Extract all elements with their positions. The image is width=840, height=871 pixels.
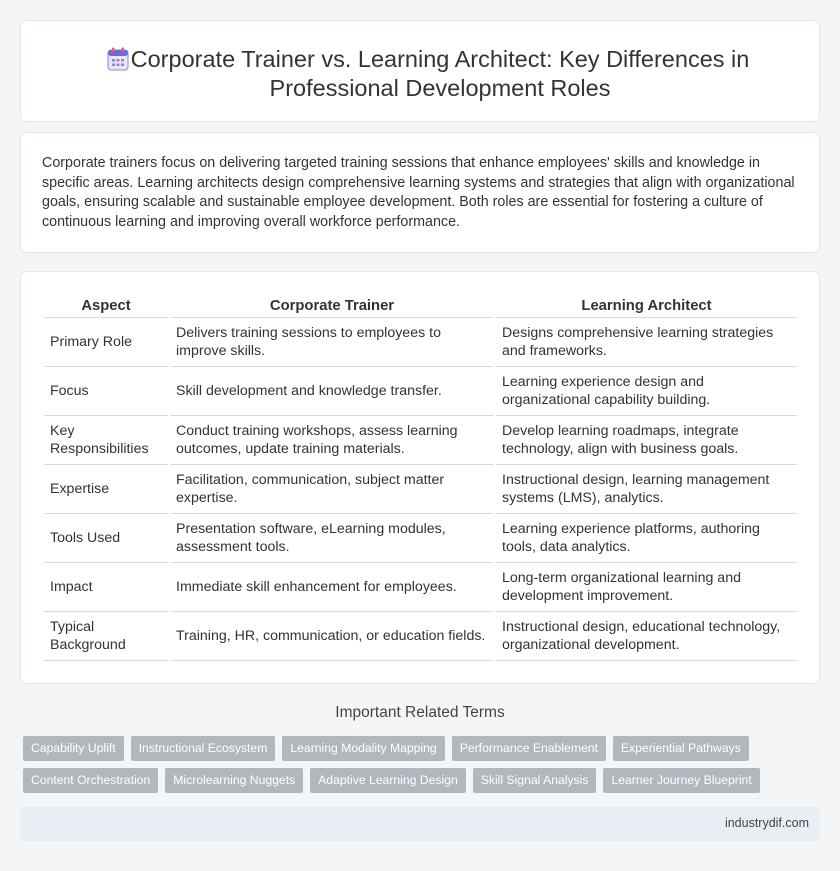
trainer-cell: Immediate skill enhancement for employees.: [170, 563, 494, 612]
intro-card: [20, 132, 820, 253]
tag-row: [23, 736, 813, 761]
column-header-trainer: Corporate Trainer: [170, 296, 494, 318]
table-row: [44, 465, 797, 514]
related-term-tag[interactable]: Experiential Pathways: [613, 736, 749, 761]
related-term-tag[interactable]: Instructional Ecosystem: [131, 736, 276, 761]
trainer-cell: Delivers training sessions to employees to improve skills.: [170, 318, 494, 367]
intro-paragraph: Corporate trainers focus on delivering targeted training sessions that enhance employees' skills and knowledge in specific areas. Learning architects design comprehensive learning systems and strategies that align with organizational goals, ensuring scalable and sustainable employee development. Both roles are essential for fostering a culture of continuous learning and improving overall workforce performance.: [42, 155, 795, 230]
trainer-cell: Conduct training workshops, assess learning outcomes, update training materials.: [170, 416, 494, 465]
aspect-cell: Expertise: [44, 465, 168, 514]
trainer-cell: Facilitation, communication, subject matter expertise.: [170, 465, 494, 514]
aspect-cell: Typical Background: [44, 612, 168, 661]
related-term-tag[interactable]: Performance Enablement: [452, 736, 606, 761]
column-header-architect: Learning Architect: [496, 296, 797, 318]
page-title: Corporate Trainer vs. Learning Architect: Key Differences in Professional Development Roles: [130, 46, 750, 101]
footer-site-link[interactable]: industrydif.com: [724, 816, 809, 830]
aspect-cell: Primary Role: [44, 318, 168, 367]
architect-cell: Long-term organizational learning and development improvement.: [496, 563, 797, 612]
column-header-aspect: Aspect: [44, 296, 168, 318]
related-term-tag[interactable]: Adaptive Learning Design: [310, 768, 466, 793]
architect-cell: Designs comprehensive learning strategies and frameworks.: [496, 318, 797, 367]
aspect-cell: Key Responsibilities: [44, 416, 168, 465]
table-row: [44, 416, 797, 465]
comparison-table: [42, 296, 799, 661]
table-row: [44, 612, 797, 661]
trainer-cell: Skill development and knowledge transfer.: [170, 367, 494, 416]
table-row: [44, 563, 797, 612]
architect-cell: Develop learning roadmaps, integrate technology, align with business goals.: [496, 416, 797, 465]
aspect-cell: Impact: [44, 563, 168, 612]
table-row: [44, 318, 797, 367]
trainer-cell: Training, HR, communication, or education fields.: [170, 612, 494, 661]
comparison-card: [20, 271, 820, 684]
related-term-tag[interactable]: Content Orchestration: [23, 768, 158, 793]
footer: [20, 807, 820, 841]
related-term-tag[interactable]: Learner Journey Blueprint: [603, 768, 759, 793]
related-term-tag[interactable]: Learning Modality Mapping: [282, 736, 444, 761]
related-term-tag[interactable]: Skill Signal Analysis: [473, 768, 597, 793]
architect-cell: Learning experience platforms, authoring tools, data analytics.: [496, 514, 797, 563]
header-card: [20, 20, 820, 122]
aspect-cell: Tools Used: [44, 514, 168, 563]
table-row: [44, 367, 797, 416]
related-term-tag[interactable]: Microlearning Nuggets: [165, 768, 303, 793]
architect-cell: Learning experience design and organizational capability building.: [496, 367, 797, 416]
table-row: [44, 514, 797, 563]
related-term-tag[interactable]: Capability Uplift: [23, 736, 124, 761]
related-terms-list: [23, 736, 813, 800]
architect-cell: Instructional design, learning management systems (LMS), analytics.: [496, 465, 797, 514]
table-header-row: [44, 296, 797, 318]
tag-row: [23, 768, 813, 793]
architect-cell: Instructional design, educational technology, organizational development.: [496, 612, 797, 661]
related-terms-heading: Important Related Terms: [335, 704, 505, 721]
trainer-cell: Presentation software, eLearning modules, assessment tools.: [170, 514, 494, 563]
aspect-cell: Focus: [44, 367, 168, 416]
